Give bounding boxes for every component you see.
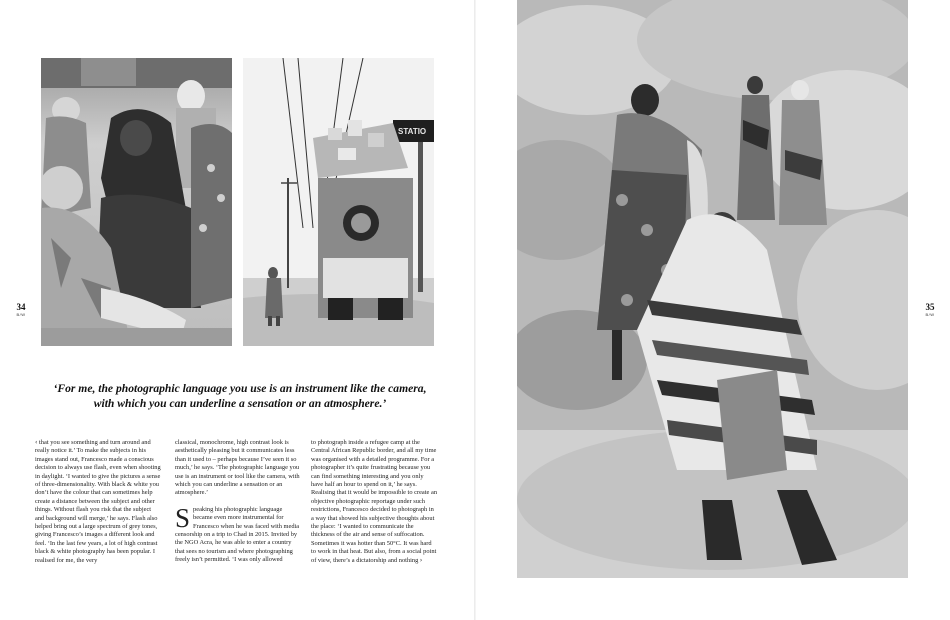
section-label-left: B/W <box>16 312 26 317</box>
column-3-paragraph <box>311 439 437 565</box>
section-label-right: B/W <box>925 312 935 317</box>
body-column-3 <box>311 439 437 565</box>
body-column-2 <box>175 439 301 565</box>
column-3-text: to photograph inside a refugee camp at the Central African Republic border, and all my time was organised with a detailed programme. For a photographer it’s quite frustrating because you can find something interesting and you only have half an hour to spend on it,’ he says. Realising that it would be impossible to create an objective photographic reportage under such restrictions, Francesco decided to photograph in a way that showed his subjective thoughts about the place: ‘I wanted to communicate the thickness of the air and sense of suffocation. Sometimes it was hotter than 50°C. It was hard to work in that heat. But also, from a social point of view, there’s a dictatorship and nothing <box>311 439 438 564</box>
photo-loaded-bus <box>243 58 434 346</box>
column-1-text: that you see something and turn around and really notice it.’ To make the subjects in his images stand out, Francesco made a conscious decision to always use flash, even when shooting in daylight. ‘I wanted to give the pictures a sense of three-dimensionality. With black & white you don’t have the colour that can sometimes help create a distance between the subject and other things. Without flash you risk that the subject and background will merge,’ he says. Flash also helped bring out a large spectrum of grey tones, giving Francesco’s images a different look and feel. ‘In the last few years, a lot of high contrast black & white photography has been popular. I realised for me, the very <box>35 439 161 564</box>
pull-quote-line-2: with which you can underline a sensation or an atmosphere.’ <box>93 397 387 410</box>
column-2-text-2: peaking his photographic language became even more instrumental for Francesco when he was faced with media censorship on a trip to Chad in 2015. Invited by the NGO Acra, he was able to enter a country that sees no tourism and where photographing freely isn’t permitted. ‘I was only allowed <box>175 505 300 564</box>
column-2-paragraph-2 <box>175 502 301 565</box>
photo-seated-women <box>41 58 232 346</box>
pull-quote-line-1: ‘For me, the photographic language you use is an instrument like the camera, <box>53 382 427 395</box>
photo-seated-women-image <box>41 58 232 346</box>
continued-from-arrow-icon: ‹ <box>35 439 38 446</box>
column-2-paragraph-1: classical, monochrome, high contrast look is aesthetically pleasing but it communicates less than it used to – perhaps because I’ve seen it so much,’ he says. ‘The photographic language you use is an instrument or tool like the camera, with which you can underline a sensation or an atmosphere.’ <box>175 439 300 497</box>
photo-women-rocks-image <box>517 0 908 578</box>
continued-arrow-icon: › <box>419 556 423 564</box>
column-1-paragraph <box>35 439 161 565</box>
photo-women-rocks <box>517 0 908 578</box>
page-number-right <box>921 302 939 317</box>
page-number-right-value: 35 <box>925 302 935 312</box>
photo-loaded-bus-image <box>243 58 434 346</box>
page-number-left-value: 34 <box>16 302 26 312</box>
body-column-1 <box>35 439 161 565</box>
page-number-left <box>12 302 30 317</box>
station-sign: STATIO <box>398 127 427 136</box>
drop-cap: S <box>175 502 191 533</box>
pull-quote <box>50 381 430 411</box>
spine-gutter <box>474 0 476 620</box>
